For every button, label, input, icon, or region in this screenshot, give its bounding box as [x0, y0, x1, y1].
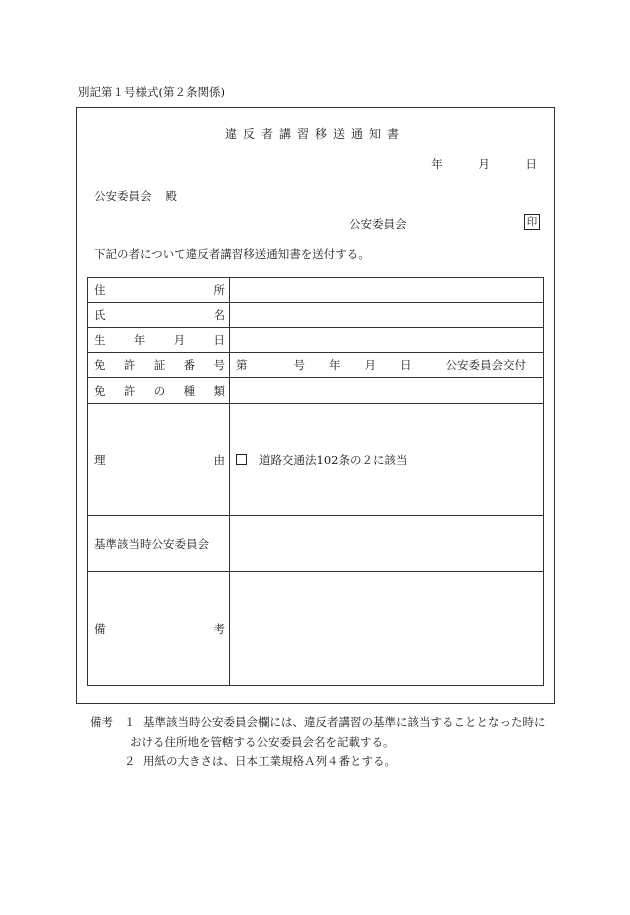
reason-label: 理 由	[88, 404, 230, 516]
birthdate-field[interactable]	[230, 328, 544, 353]
sender-committee: 公安委員会	[349, 217, 407, 231]
address-label: 住 所	[88, 278, 230, 303]
committee-at-criteria-label: 基準該当時公安委員会	[88, 516, 230, 572]
table-row-birthdate	[88, 328, 544, 353]
license-number-label: 免 許 証 番 号	[88, 353, 230, 378]
table-row-remarks	[88, 572, 544, 686]
reason-checkbox[interactable]	[236, 454, 247, 465]
committee-at-criteria-field[interactable]	[230, 516, 544, 572]
form-table	[87, 277, 544, 686]
remarks-label: 備 考	[88, 572, 230, 686]
table-row-name	[88, 303, 544, 328]
name-label: 氏 名	[88, 303, 230, 328]
note-2-number: ２	[124, 754, 136, 768]
note-1-number: １	[124, 715, 136, 729]
license-type-label: 免 許 の 種 類	[88, 378, 230, 404]
license-type-field[interactable]	[230, 378, 544, 404]
addressee-committee: 公安委員会	[94, 189, 152, 203]
intro-text: 下記の者について違反者講習移送通知書を送付する。	[94, 247, 370, 261]
note-2-line-1: 用紙の大きさは、日本工業規格Ａ列４番とする。	[143, 754, 396, 768]
birthdate-label: 生 年 月 日	[88, 328, 230, 353]
document-title: 違反者講習移送通知書	[224, 127, 405, 141]
date-line	[431, 156, 537, 172]
reason-text: 道路交通法102条の２に該当	[259, 452, 408, 467]
addressee-honorific: 殿	[165, 189, 177, 203]
table-row-address	[88, 278, 544, 303]
date-day: 日	[525, 157, 537, 171]
reason-field	[230, 404, 544, 516]
note-1-line-1: 基準該当時公安委員会欄には、違反者講習の基準に該当することとなった時に	[143, 715, 546, 729]
name-field[interactable]	[230, 303, 544, 328]
form-number-label: 別記第１号様式(第２条関係)	[78, 85, 225, 99]
note-1-line-2: おける住所地を管轄する公安委員会名を記載する。	[130, 735, 395, 749]
table-row-license-type	[88, 378, 544, 404]
date-month: 月	[478, 157, 490, 171]
addressee	[94, 188, 177, 204]
date-year: 年	[431, 157, 443, 171]
notes-label: 備考	[90, 715, 113, 729]
table-row-committee-at-criteria	[88, 516, 544, 572]
seal-mark: 印	[524, 214, 540, 230]
table-row-reason	[88, 404, 544, 516]
table-row-license-number	[88, 353, 544, 378]
license-number-field[interactable]: 第 号 年 月 日 公安委員会交付	[230, 353, 544, 378]
remarks-field[interactable]	[230, 572, 544, 686]
address-field[interactable]	[230, 278, 544, 303]
